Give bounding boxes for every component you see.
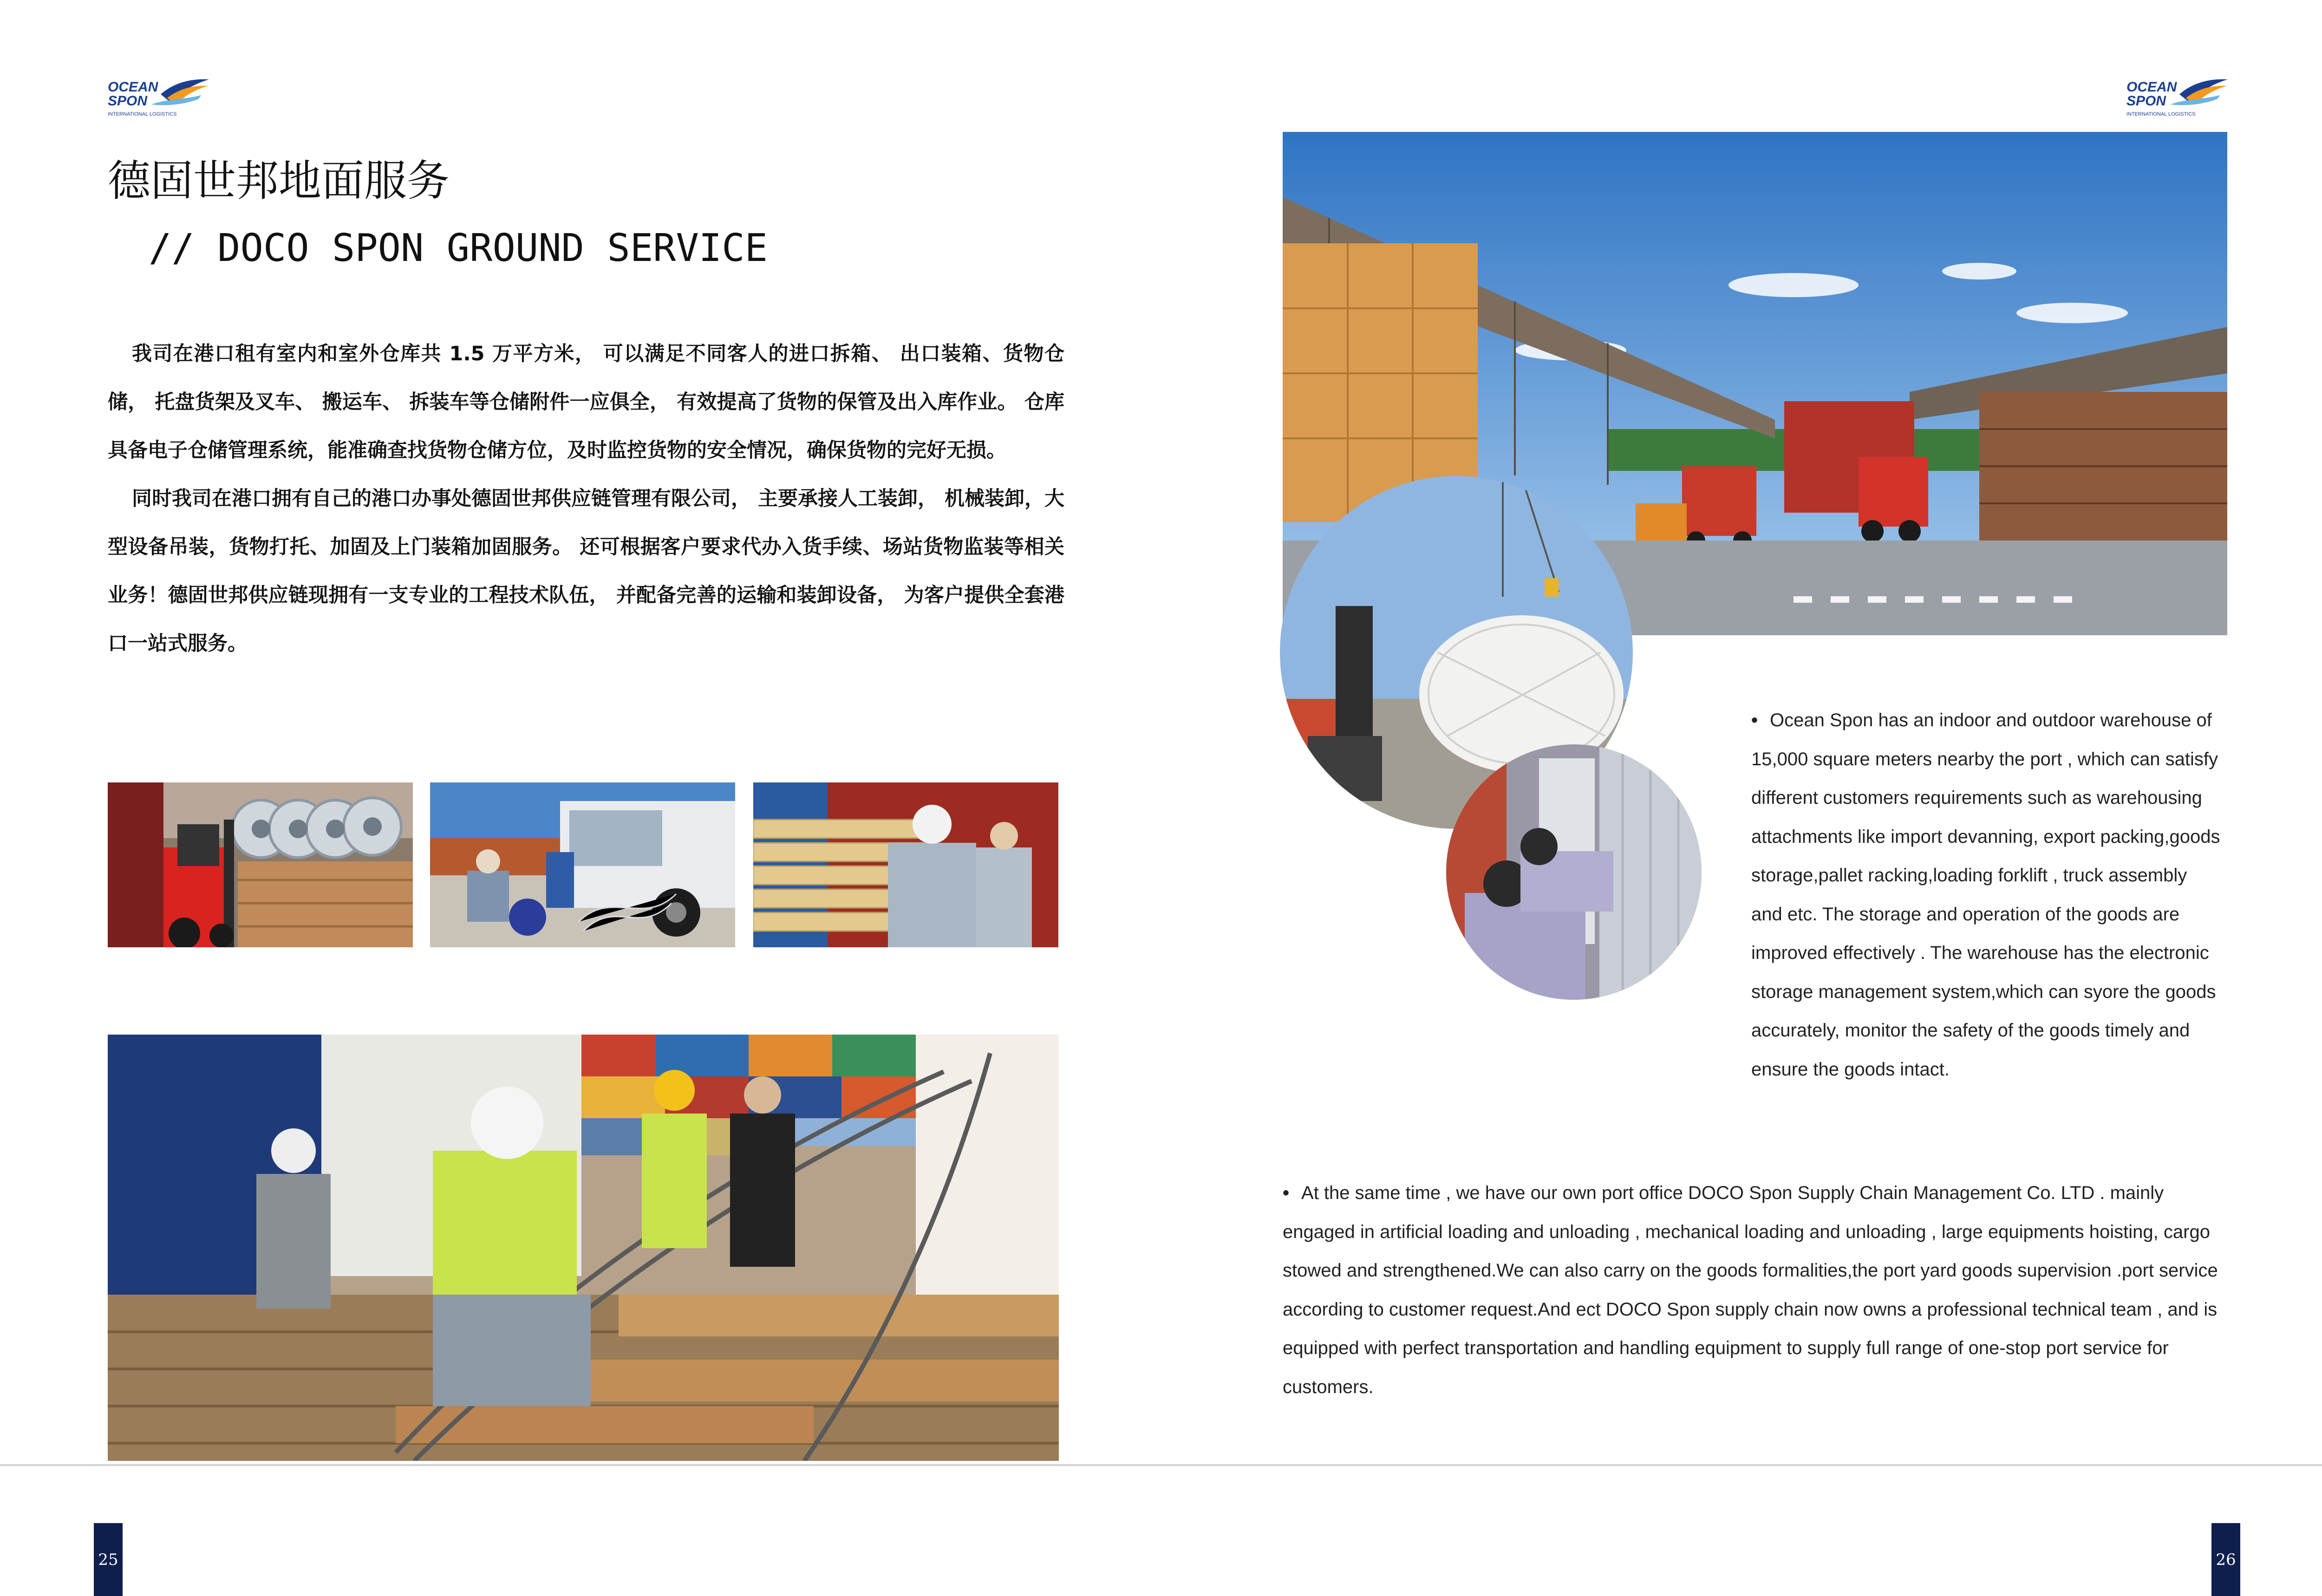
photo-forklift-steel-coils [108,782,413,947]
english-paragraph-2-text: At the same time , we have our own port office DOCO Spon Supply Chain Management Co. LTD . mainly engaged in artificial loading and unloading , mechanical loading and unloading , large equipments hoisting, cargo stowed and strengthened.We can also carry on the goods formalities,the port yard goods supervision .port service according to customer request.And ect DOCO Spon supply chain now owns a professional technical team , and is equipped with perfect transportation and handling equipment to supply full range of one-stop port service for customers. [1283,1183,2218,1397]
bullet-1: • [1751,710,1758,730]
svg-text:OCEAN: OCEAN [108,79,158,95]
photo-worker-beside-truck [430,782,735,947]
svg-text:OCEAN: OCEAN [2126,79,2177,95]
svg-text:SPON: SPON [2126,93,2166,109]
ocean-spon-logo-left [106,72,217,123]
page-title-english: // DOCO SPON GROUND SERVICE [149,226,768,270]
photo-workers-securing-cargo [108,1035,1059,1461]
photo-circle-workers-container [1446,744,1702,1000]
chinese-body-text [108,330,1064,668]
svg-text:INTERNATIONAL LOGISTICS: INTERNATIONAL LOGISTICS [2126,111,2196,117]
footer-divider [0,1464,2322,1466]
photo-worker-lumber [753,782,1058,947]
chinese-paragraph-2: 同时我司在港口拥有自己的港口办事处德固世邦供应链管理有限公司， 主要承接人工装卸， 机械装卸，大型设备吊装，货物打托、加固及上门装箱加固服务。 还可根据客户要求代办入货手续、场站货物监装等相关业务！德固世邦供应链现拥有一支专业的工程技术队伍， 并配备完善的运输和装卸设备， 为客户提供全套港口一站式服务。 [108,487,1064,655]
ocean-spon-logo-right [2125,72,2236,123]
svg-text:INTERNATIONAL LOGISTICS: INTERNATIONAL LOGISTICS [108,111,177,117]
page-title-chinese: 德固世邦地面服务 [108,156,450,206]
english-paragraph-1 [1751,701,2220,1089]
svg-text:SPON: SPON [108,93,148,109]
chinese-paragraph-1: 我司在港口租有室内和室外仓库共 1.5 万平方米， 可以满足不同客人的进口拆箱、 出口装箱、货物仓储， 托盘货架及叉车、 搬运车、 拆装车等仓储附件一应俱全， 有效提高了货物的保管及出入库作业。 仓库具备电子仓储管理系统，能准确查找货物仓储方位，及时监控货物的安全情况，确保货物的完好无损。 [108,342,1064,462]
page-number-left: 25 [94,1523,123,1596]
page-number-right: 26 [2211,1523,2240,1596]
english-paragraph-2 [1283,1174,2227,1407]
bullet-2: • [1283,1183,1290,1203]
english-paragraph-1-text: Ocean Spon has an indoor and outdoor warehouse of 15,000 square meters nearby the port , which can satisfy different customers requirements such as warehousing attachments like import devanning, export packing,goods storage,pallet racking,loading forklift , truck assembly and etc. The storage and operation of the goods are improved effectively . The warehouse has the electronic storage management system,which can syore the goods accurately, monitor the safety of the goods timely and ensure the goods intact. [1751,710,2220,1080]
